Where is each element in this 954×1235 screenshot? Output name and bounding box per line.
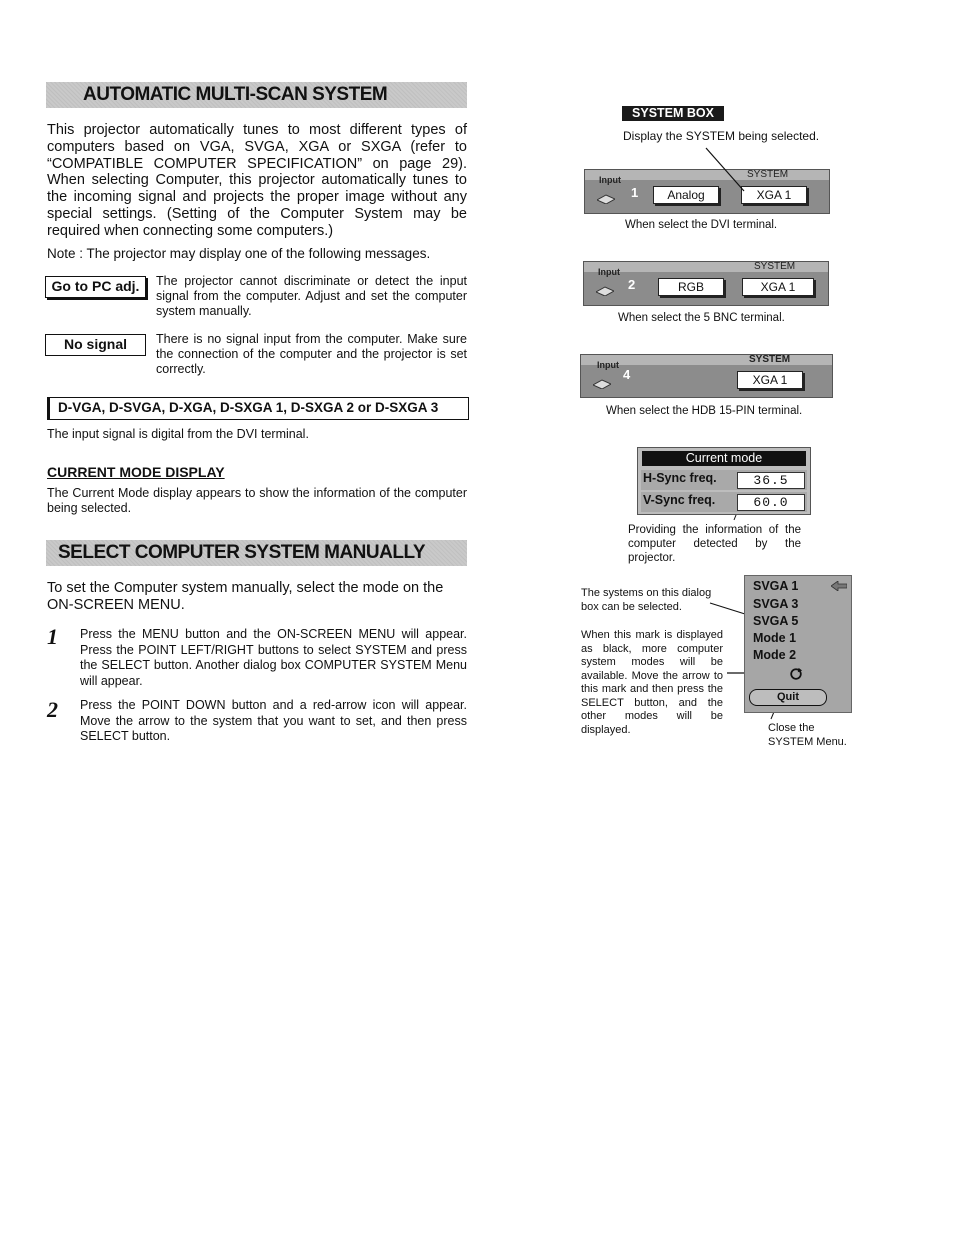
input-label: Input bbox=[599, 175, 621, 185]
input-label: Input bbox=[598, 267, 620, 277]
system-box-desc: Display the SYSTEM being selected. bbox=[623, 129, 820, 143]
input-type-field: RGB bbox=[658, 278, 724, 296]
current-mode-title bbox=[642, 451, 806, 466]
current-mode-text: The Current Mode display appears to show the information of the computer being selected. bbox=[47, 486, 467, 515]
current-mode-box bbox=[637, 447, 811, 515]
current-mode-heading: CURRENT MODE DISPLAY bbox=[47, 464, 225, 480]
message-description: There is no signal input from the computer. Make sure the connection of the computer and the projector is set correctly. bbox=[156, 332, 467, 376]
message-description: The projector cannot discriminate or detect the input signal from the computer. Adjust and set the computer system manually. bbox=[156, 274, 467, 318]
system-box-tag-text: SYSTEM BOX bbox=[632, 106, 714, 120]
step-text: Press the MENU button and the ON-SCREEN MENU will appear. Press the POINT LEFT/RIGHT buttons to select SYSTEM and press the SELECT button. Another dialog box COMPUTER SYSTEM Menu will appear. bbox=[80, 627, 467, 688]
input-label: Input bbox=[597, 360, 619, 370]
current-mode-caption: Providing the information of the computer detected by the projector. bbox=[628, 524, 801, 564]
row-value: 60.0 bbox=[737, 494, 805, 511]
system-label: SYSTEM bbox=[749, 354, 791, 365]
h-sync-row bbox=[641, 470, 807, 490]
quit-button[interactable] bbox=[749, 689, 827, 706]
message-label: Go to PC adj. bbox=[51, 278, 140, 294]
system-label: SYSTEM bbox=[754, 261, 796, 272]
step-number: 1 bbox=[47, 624, 58, 649]
system-label: SYSTEM bbox=[747, 169, 789, 180]
more-modes-icon[interactable] bbox=[789, 667, 803, 681]
panel-caption: When select the 5 BNC terminal. bbox=[618, 312, 785, 324]
menu-item[interactable]: SVGA 3 bbox=[753, 597, 799, 611]
input-type-field: Analog bbox=[653, 186, 719, 204]
system-field: XGA 1 bbox=[742, 278, 814, 296]
section-title: AUTOMATIC MULTI-SCAN SYSTEM bbox=[83, 84, 388, 105]
quit-label: Quit bbox=[777, 691, 799, 703]
step-number: 2 bbox=[47, 697, 58, 722]
system-menu bbox=[744, 575, 852, 713]
row-label: H-Sync freq. bbox=[643, 471, 717, 485]
red-arrow-icon bbox=[831, 581, 847, 591]
intro-paragraph: This projector automatically tunes to most different types of computers based on VGA, SVGA, XGA or SXGA (refer to “COMPATIBLE COMPUTER SPECIFICATION” on page 29). When selecting Computer, this projector automatically tunes to the incoming signal and projects the proper image without any special settings. (Setting of the Computer System may be required when connecting some computers.) bbox=[47, 122, 467, 239]
digital-system-list: D-VGA, D-SVGA, D-XGA, D-SXGA 1, D-SXGA 2 or D-SXGA 3 bbox=[58, 400, 439, 415]
panel-caption: When select the HDB 15-PIN terminal. bbox=[606, 405, 803, 417]
menu-item[interactable]: SVGA 1 bbox=[753, 579, 799, 593]
row-label: V-Sync freq. bbox=[643, 493, 716, 507]
menu-item[interactable]: Mode 2 bbox=[753, 648, 797, 662]
section2-intro: To set the Computer system manually, select the mode on the ON-SCREEN MENU. bbox=[47, 580, 444, 613]
v-sync-row bbox=[641, 492, 807, 512]
current-mode-title-text: Current mode bbox=[685, 451, 763, 465]
menu-annotation-close: Close the SYSTEM Menu. bbox=[768, 722, 847, 748]
input-number: 2 bbox=[628, 277, 636, 292]
menu-item[interactable]: Mode 1 bbox=[753, 631, 797, 645]
step-text: Press the POINT DOWN button and a red-arrow icon will appear. Move the arrow to the system that you want to set, and then press SELECT button. bbox=[80, 698, 467, 743]
note-text: Note : The projector may display one of the following messages. bbox=[47, 246, 431, 261]
digital-text: The input signal is digital from the DVI terminal. bbox=[47, 427, 309, 441]
panel-caption: When select the DVI terminal. bbox=[625, 219, 778, 231]
input-number: 1 bbox=[631, 185, 639, 200]
section-title: SELECT COMPUTER SYSTEM MANUALLY bbox=[58, 542, 425, 563]
input-number: 4 bbox=[623, 367, 631, 382]
system-field: XGA 1 bbox=[737, 371, 803, 389]
menu-annotation-selectable: The systems on this dialog box can be selected. bbox=[581, 587, 712, 613]
menu-item[interactable]: SVGA 5 bbox=[753, 614, 799, 628]
menu-annotation-more-modes: When this mark is displayed as black, more computer system modes will be available. Move the arrow to this mark and then press the SELECT button, and the other modes will be displayed. bbox=[581, 629, 723, 736]
message-label: No signal bbox=[63, 336, 127, 352]
system-field: XGA 1 bbox=[741, 186, 807, 204]
row-value: 36.5 bbox=[737, 472, 805, 489]
